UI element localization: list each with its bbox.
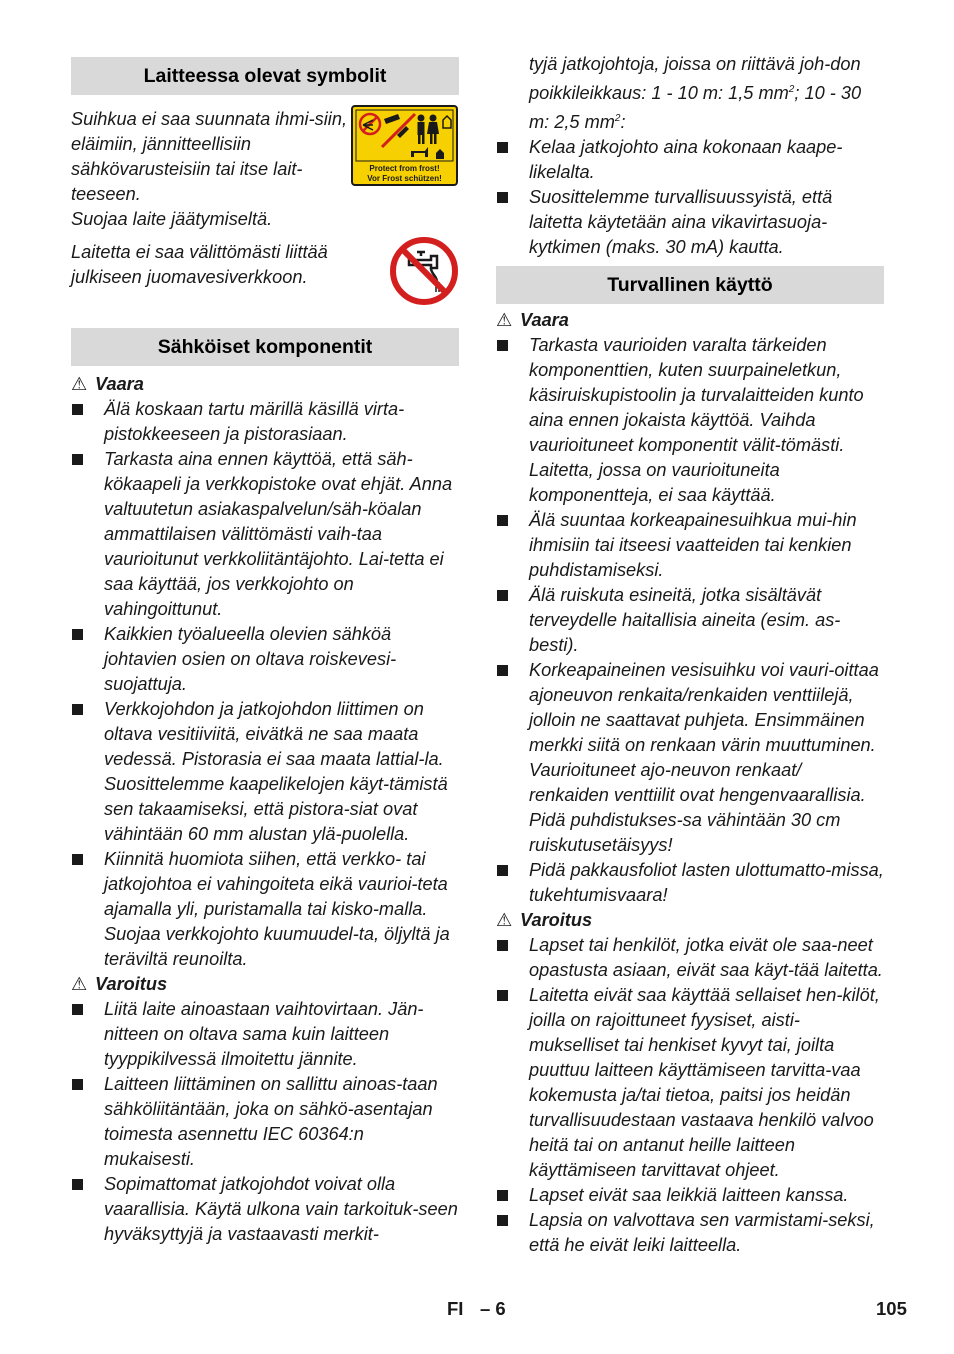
list-item: Suosittelemme turvallisuussyistä, että laitetta käytetään aina vikavirtasuoja-kytkimen (maks. 30 mA) kautta. xyxy=(496,185,884,260)
list-item: Kaikkien työalueella olevien sähköä johtavien osien on oltava roiskevesi-suojattuja. xyxy=(71,622,459,697)
danger-list xyxy=(71,397,459,972)
list-item: Laitetta eivät saa käyttää sellaiset hen-kilöt, joilla on rajoittuneet fyysiset, aisti-mukselliset tai henkiset kyvyt tai, joilta puuttuu laitteen käyttämiseen tarvitta-vaa kokemusta ja/tai tietoa, paitsi jos heidän turvallisuudestaan vastaava henkilö valvoo heitä tai on antanut heille laitteen käyttämiseen tarvittavat ohjeet. xyxy=(496,983,884,1183)
list-item: Sopimattomat jatkojohdot voivat olla vaarallisia. Käytä ulkona vain tarkoituk-seen hyväksyttyjä ja vastaavasti merkit- xyxy=(71,1172,459,1247)
list-item: Älä koskaan tartu märillä käsillä virta-pistokkeeseen ja pistorasiaan. xyxy=(71,397,459,447)
frost-text: Suojaa laite jäätymiseltä. xyxy=(71,209,273,229)
page-number: 105 xyxy=(876,1298,907,1319)
footer-language: FI xyxy=(447,1298,464,1319)
warning-triangle-icon: ⚠ xyxy=(496,910,513,931)
list-item: Älä ruiskuta esineitä, jotka sisältävät terveydelle haitallisia aineita (esim. as-besti). xyxy=(496,583,884,658)
list-item: Tarkasta vaurioiden varalta tärkeiden komponenttien, kuten suurpaineletkun, käsiruiskupistoolin ja turvalaitteiden kunto aina ennen jokaista käyttöä. Vaihda vaurioituneet komponentit välit-tömästi. Laitetta, jossa on vaurioituneita komponentteja, ei saa käyttää. xyxy=(496,333,884,508)
caution-list xyxy=(71,997,459,1247)
warning-triangle-icon: ⚠ xyxy=(71,974,88,994)
list-item: Kelaa jatkojohto aina kokonaan kaape-likelalta. xyxy=(496,135,884,185)
caution-list xyxy=(496,933,884,1258)
list-item: Liitä laite ainoastaan vaihtovirtaan. Jän-nitteen on oltava sama kuin laitteen tyyppikilvessä ilmoitettu jännite. xyxy=(71,997,459,1072)
list-item: Tarkasta aina ennen käyttöä, että säh-kökaapeli ja verkkopistoke ovat ehjät. Anna valtuutetun asiakaspalvelun/säh-köalan ammattilaisen välittömästi vaih-taa vaurioitunut verkkoliitäntäjohto. Lai-tetta ei saa käyttää, jos verkkojohto on vahingoittunut. xyxy=(71,447,459,622)
symbols-block xyxy=(71,107,459,232)
danger-label: ⚠ Vaara xyxy=(496,308,884,333)
right-column xyxy=(496,52,884,1258)
footer-section-page: – 6 xyxy=(480,1298,506,1319)
warning-triangle-icon: ⚠ xyxy=(496,310,513,331)
list-item: Lapsia on valvottava sen varmistami-seksi, että he eivät leiki laitteella. xyxy=(496,1208,884,1258)
list-item: Laitteen liittäminen on sallittu ainoas-taan sähköliitäntään, joka on sähkö-asentajan toimesta asennettu IEC 60364:n mukaisesti. xyxy=(71,1072,459,1172)
water-block xyxy=(71,240,459,310)
symbols-text: Suihkua ei saa suunnata ihmi-siin, eläimiin, jännitteellisiin sähkövarusteisiin tai itse lait-teeseen. xyxy=(71,109,348,204)
electric-heading: Sähköiset komponentit xyxy=(71,328,459,366)
left-column xyxy=(71,57,459,1247)
extension-list xyxy=(496,135,884,260)
caution-label: ⚠ Varoitus xyxy=(71,972,459,997)
svg-text:Vor Frost schützen!: Vor Frost schützen! xyxy=(367,174,442,183)
warning-triangle-icon: ⚠ xyxy=(71,374,88,394)
list-item: Pidä pakkausfoliot lasten ulottumatto-missa, tukehtumisvaara! xyxy=(496,858,884,908)
caution-label: ⚠ Varoitus xyxy=(496,908,884,933)
list-item: Lapset tai henkilöt, jotka eivät ole saa-neet opastusta asiaan, eivät saa käyt-tää laitetta. xyxy=(496,933,884,983)
list-item: Lapset eivät saa leikkiä laitteen kanssa. xyxy=(496,1183,884,1208)
svg-text:Protect from frost!: Protect from frost! xyxy=(369,164,440,173)
symbols-heading: Laitteessa olevat symbolit xyxy=(71,57,459,95)
danger-label: ⚠ Vaara xyxy=(71,372,459,397)
danger-list xyxy=(496,333,884,908)
list-item: Älä suuntaa korkeapainesuihkua mui-hin ihmisiin tai itseesi vaatteiden tai kenkien puhdistamiseksi. xyxy=(496,508,884,583)
no-drinking-water-icon xyxy=(389,236,459,306)
warning-label-icon xyxy=(351,105,458,186)
water-text: Laitetta ei saa välittömästi liittää julkiseen juomavesiverkkoon. xyxy=(71,242,328,287)
safe-use-heading: Turvallinen käyttö xyxy=(496,266,884,304)
continuation-text: tyjä jatkojohtoja, joissa on riittävä joh-don poikkileikkaus: 1 - 10 m: 1,5 $mm^2$; 10 - 30 m: 2,5 $mm^2$: xyxy=(529,54,862,133)
list-item: Korkeapaineinen vesisuihku voi vauri-oittaa ajoneuvon renkaita/renkaiden venttiilejä, jolloin ne saattavat puhjeta. Ensimmäinen merkki siitä on renkaan värin muuttuminen. Vaurioituneet ajo-neuvon renkaat/ renkaiden venttiilit ovat hengenvaarallisia. Pidä puhdistukses-sa vähintään 30 cm ruiskutusetäisyys! xyxy=(496,658,884,858)
list-item: Kiinnitä huomiota siihen, että verkko- tai jatkojohtoa ei vahingoiteta eikä vaurioi-teta ajamalla yli, puristamalla tai kisko-malla. Suojaa verkkojohto kuumuudel-ta, öljyltä ja teräviltä reunoilta. xyxy=(71,847,459,972)
list-item: Verkkojohdon ja jatkojohdon liittimen on oltava vesitiiviitä, eivätkä ne saa maata vedessä. Pistorasia ei saa maata lattial-la. Suosittelemme kaapelikelojen käyt-tämistä sen takaamiseksi, että pistora-siat ovat vähintään 60 mm alustan ylä-puolella. xyxy=(71,697,459,847)
